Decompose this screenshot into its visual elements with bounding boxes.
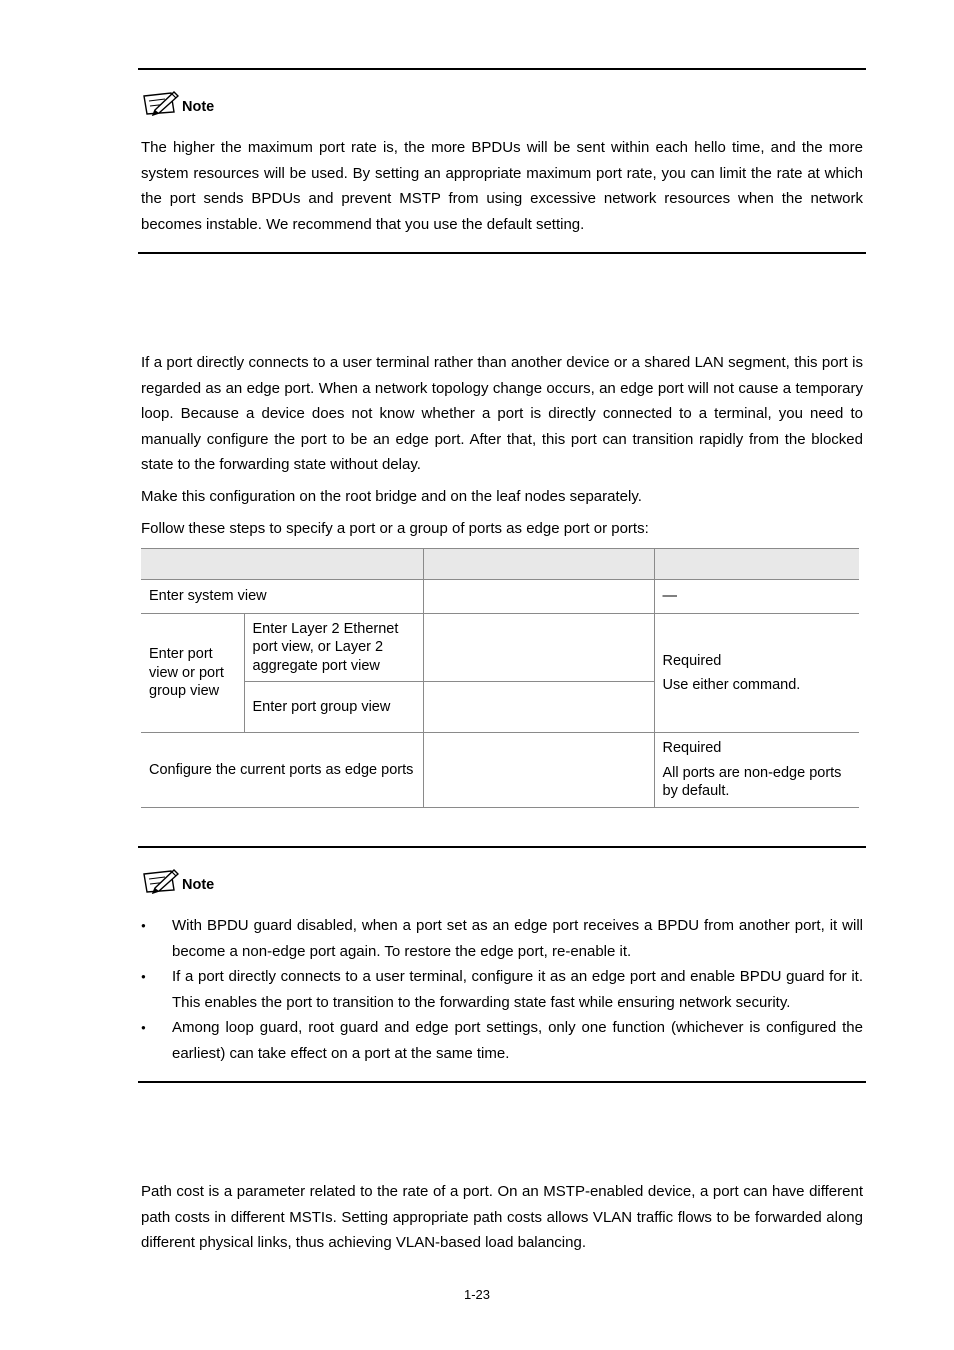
note-bullet-list bbox=[141, 913, 863, 1066]
action-group-cell: Enter port view or port group view bbox=[141, 614, 244, 733]
remarks-line: Required bbox=[662, 652, 722, 669]
path-cost-intro: Path cost is a parameter related to the rate of a port. On an MSTP-enabled device, a port can have different path costs in different MSTIs. Setting appropriate path costs allows VLAN traffic flows to be forwarded along different physical links, thus achieving VLAN-based load balancing. bbox=[141, 1183, 863, 1251]
table-row bbox=[141, 733, 859, 808]
table-header-row bbox=[141, 549, 859, 580]
remarks-line: Use either command. bbox=[662, 677, 801, 693]
edge-port-configuration-scope: Make this configuration on the root bridge and on the leaf nodes separately. bbox=[141, 488, 642, 505]
action-cell: Configure the current ports as edge ports bbox=[141, 733, 423, 808]
table-row bbox=[141, 580, 859, 614]
command-cell bbox=[423, 682, 654, 733]
note-bottom-rule bbox=[138, 252, 866, 254]
remarks-cell bbox=[654, 733, 859, 808]
sub-action-cell: Enter Layer 2 Ethernet port view, or Layer 2 aggregate port view bbox=[244, 614, 423, 682]
page-number: 1-23 bbox=[463, 1287, 491, 1302]
command-cell bbox=[423, 614, 654, 682]
action-cell: Enter system view bbox=[141, 580, 423, 614]
list-item: ● If a port directly connects to a user terminal, configure it as an edge port and enable BPDU guard for it. This enables the port to transition to the forwarding state fast while ensuring network security. bbox=[141, 964, 863, 1015]
remarks-cell: — bbox=[654, 580, 859, 614]
edge-port-intro: If a port directly connects to a user terminal rather than another device or a shared LAN segment, this port is regarded as an edge port. When a network topology change occurs, an edge port will not cause a temporary loop. Because a device does not know whether a port is directly connected to a terminal, you need to manually configure the port to be an edge port. After that, this port can transition rapidly from the blocked state to the forwarding state without delay. bbox=[141, 354, 863, 473]
table-row bbox=[141, 614, 859, 682]
note-top-rule bbox=[138, 846, 866, 848]
note-top-rule bbox=[138, 68, 866, 70]
list-item: ● With BPDU guard disabled, when a port set as an edge port receives a BPDU from another port, it will become a non-edge port again. To restore the edge port, re-enable it. bbox=[141, 913, 863, 964]
note-pencil-icon bbox=[141, 868, 179, 894]
sub-action-cell: Enter port group view bbox=[244, 682, 423, 733]
note-label: Note bbox=[182, 877, 215, 893]
command-cell bbox=[423, 733, 654, 808]
note-text: The higher the maximum port rate is, the more BPDUs will be sent within each hello time, and the more system resources will be used. By setting an appropriate maximum port rate, you can limit the rate at which the port sends BPDUs and prevent MSTP from using excessive network resources when the network becomes instable. We recommend that you use the default setting. bbox=[141, 139, 863, 233]
remarks-line: All ports are non-edge ports by default. bbox=[662, 764, 842, 800]
edge-port-steps-table bbox=[141, 548, 859, 808]
header-cell-to-do bbox=[141, 549, 423, 580]
header-cell-use-command bbox=[423, 549, 654, 580]
note-bottom-rule bbox=[138, 1081, 866, 1083]
remarks-line: Required bbox=[662, 740, 722, 757]
remarks-cell bbox=[654, 614, 859, 733]
note-pencil-icon bbox=[141, 90, 179, 116]
header-cell-remarks bbox=[654, 549, 859, 580]
note-label: Note bbox=[182, 99, 215, 115]
command-cell bbox=[423, 580, 654, 614]
list-item: ● Among loop guard, root guard and edge port settings, only one function (whichever is configured the earliest) can take effect on a port at the same time. bbox=[141, 1015, 863, 1066]
edge-port-steps-intro: Follow these steps to specify a port or a group of ports as edge port or ports: bbox=[141, 520, 649, 537]
